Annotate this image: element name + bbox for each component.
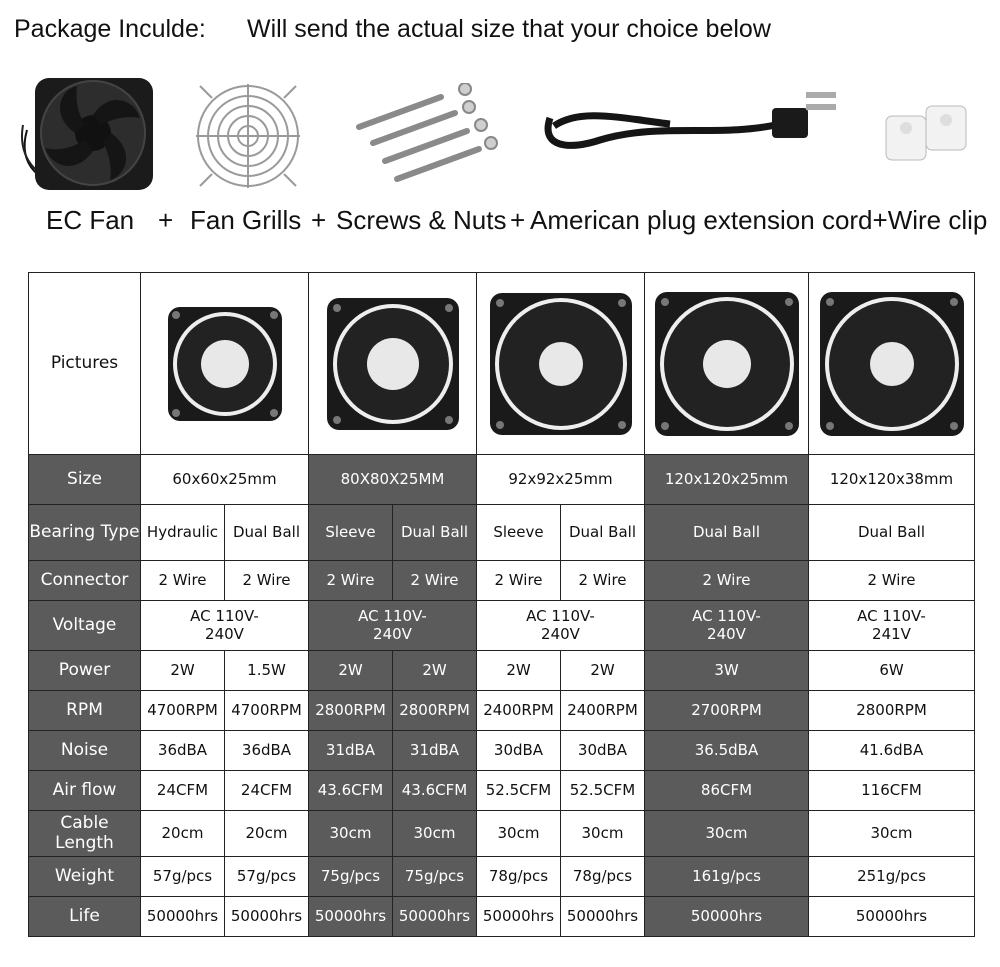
size-cell: 120x120x38mm bbox=[809, 455, 975, 505]
row-label-size: Size bbox=[29, 455, 141, 505]
power-cell: 3W bbox=[645, 651, 809, 691]
cable-cell: 30cm bbox=[561, 811, 645, 857]
fan-icon bbox=[486, 289, 636, 439]
cable-cell: 30cm bbox=[809, 811, 975, 857]
connector-cell: 2 Wire bbox=[393, 561, 477, 601]
row-label-noise: Noise bbox=[29, 731, 141, 771]
cable-cell: 20cm bbox=[141, 811, 225, 857]
weight-cell: 78g/pcs bbox=[477, 857, 561, 897]
size-cell: 120x120x25mm bbox=[645, 455, 809, 505]
row-label-weight: Weight bbox=[29, 857, 141, 897]
fan-grill-icon bbox=[192, 78, 304, 193]
size-cell: 80X80X25MM bbox=[309, 455, 477, 505]
bearing-cell: Dual Ball bbox=[393, 505, 477, 561]
package-item-ec-fan: EC Fan bbox=[46, 205, 135, 235]
weight-cell: 78g/pcs bbox=[561, 857, 645, 897]
fan-120x25mm-image bbox=[645, 273, 809, 455]
fan-60mm-image bbox=[141, 273, 309, 455]
fan-80mm-image bbox=[309, 273, 477, 455]
voltage-cell: AC 110V-240V bbox=[477, 601, 645, 651]
bearing-cell: Dual Ball bbox=[809, 505, 975, 561]
cable-cell: 30cm bbox=[309, 811, 393, 857]
noise-cell: 36dBA bbox=[225, 731, 309, 771]
row-label-connector: Connector bbox=[29, 561, 141, 601]
bearing-cell: Sleeve bbox=[309, 505, 393, 561]
size-cell: 92x92x25mm bbox=[477, 455, 645, 505]
rpm-cell: 4700RPM bbox=[225, 691, 309, 731]
plus-sign: + bbox=[510, 205, 526, 235]
connector-cell: 2 Wire bbox=[141, 561, 225, 601]
life-cell: 50000hrs bbox=[561, 897, 645, 937]
bearing-cell: Dual Ball bbox=[225, 505, 309, 561]
bearing-cell: Hydraulic bbox=[141, 505, 225, 561]
rpm-cell: 2800RPM bbox=[809, 691, 975, 731]
connector-cell: 2 Wire bbox=[309, 561, 393, 601]
power-cell: 6W bbox=[809, 651, 975, 691]
fan-icon bbox=[162, 301, 288, 427]
voltage-cell: AC 110V-240V bbox=[645, 601, 809, 651]
size-note: Will send the actual size that your choice below bbox=[247, 15, 771, 43]
airflow-cell: 52.5CFM bbox=[561, 771, 645, 811]
cable-cell: 30cm bbox=[645, 811, 809, 857]
bearing-cell: Dual Ball bbox=[645, 505, 809, 561]
airflow-cell: 86CFM bbox=[645, 771, 809, 811]
row-label-life: Life bbox=[29, 897, 141, 937]
row-label-bearing: Bearing Type bbox=[29, 505, 141, 561]
airflow-cell: 43.6CFM bbox=[393, 771, 477, 811]
cable-cell: 20cm bbox=[225, 811, 309, 857]
weight-cell: 75g/pcs bbox=[393, 857, 477, 897]
life-cell: 50000hrs bbox=[645, 897, 809, 937]
weight-cell: 251g/pcs bbox=[809, 857, 975, 897]
rpm-cell: 2800RPM bbox=[393, 691, 477, 731]
power-cell: 2W bbox=[393, 651, 477, 691]
rpm-cell: 4700RPM bbox=[141, 691, 225, 731]
fan-92mm-image bbox=[477, 273, 645, 455]
rpm-cell: 2800RPM bbox=[309, 691, 393, 731]
weight-cell: 75g/pcs bbox=[309, 857, 393, 897]
power-cell: 2W bbox=[309, 651, 393, 691]
package-item-fan-grills: Fan Grills bbox=[190, 205, 302, 235]
fan-icon bbox=[15, 70, 160, 195]
airflow-cell: 24CFM bbox=[225, 771, 309, 811]
plus-sign: + bbox=[311, 205, 327, 235]
noise-cell: 36dBA bbox=[141, 731, 225, 771]
voltage-cell: AC 110V-240V bbox=[309, 601, 477, 651]
wire-clip-icon bbox=[880, 92, 975, 172]
row-label-airflow: Air flow bbox=[29, 771, 141, 811]
life-cell: 50000hrs bbox=[309, 897, 393, 937]
voltage-cell: AC 110V-240V bbox=[141, 601, 309, 651]
noise-cell: 31dBA bbox=[393, 731, 477, 771]
cable-cell: 30cm bbox=[477, 811, 561, 857]
life-cell: 50000hrs bbox=[225, 897, 309, 937]
connector-cell: 2 Wire bbox=[477, 561, 561, 601]
noise-cell: 31dBA bbox=[309, 731, 393, 771]
fan-120x38mm-image bbox=[809, 273, 975, 455]
noise-cell: 30dBA bbox=[561, 731, 645, 771]
power-cord-icon bbox=[540, 78, 845, 193]
package-item-power-cord: American plug extension cord+Wire clip bbox=[530, 205, 988, 235]
weight-cell: 57g/pcs bbox=[225, 857, 309, 897]
noise-cell: 36.5dBA bbox=[645, 731, 809, 771]
pictures-label: Pictures bbox=[29, 273, 141, 455]
spec-table bbox=[28, 272, 975, 937]
screws-icon bbox=[345, 83, 505, 193]
voltage-cell: AC 110V-241V bbox=[809, 601, 975, 651]
power-cell: 2W bbox=[141, 651, 225, 691]
row-label-cable-length: Cable Length bbox=[29, 811, 141, 857]
connector-cell: 2 Wire bbox=[225, 561, 309, 601]
fan-icon bbox=[816, 288, 968, 440]
weight-cell: 161g/pcs bbox=[645, 857, 809, 897]
size-cell: 60x60x25mm bbox=[141, 455, 309, 505]
bearing-cell: Sleeve bbox=[477, 505, 561, 561]
rpm-cell: 2400RPM bbox=[561, 691, 645, 731]
rpm-cell: 2700RPM bbox=[645, 691, 809, 731]
airflow-cell: 116CFM bbox=[809, 771, 975, 811]
connector-cell: 2 Wire bbox=[809, 561, 975, 601]
rpm-cell: 2400RPM bbox=[477, 691, 561, 731]
airflow-cell: 52.5CFM bbox=[477, 771, 561, 811]
package-include-label: Package Inculde: bbox=[14, 15, 206, 43]
connector-cell: 2 Wire bbox=[645, 561, 809, 601]
row-label-voltage: Voltage bbox=[29, 601, 141, 651]
cable-cell: 30cm bbox=[393, 811, 477, 857]
airflow-cell: 43.6CFM bbox=[309, 771, 393, 811]
power-cell: 2W bbox=[477, 651, 561, 691]
life-cell: 50000hrs bbox=[141, 897, 225, 937]
life-cell: 50000hrs bbox=[809, 897, 975, 937]
life-cell: 50000hrs bbox=[477, 897, 561, 937]
row-label-power: Power bbox=[29, 651, 141, 691]
power-cell: 2W bbox=[561, 651, 645, 691]
weight-cell: 57g/pcs bbox=[141, 857, 225, 897]
airflow-cell: 24CFM bbox=[141, 771, 225, 811]
package-item-screws-nuts: Screws & Nuts bbox=[336, 205, 507, 235]
noise-cell: 41.6dBA bbox=[809, 731, 975, 771]
power-cell: 1.5W bbox=[225, 651, 309, 691]
connector-cell: 2 Wire bbox=[561, 561, 645, 601]
life-cell: 50000hrs bbox=[393, 897, 477, 937]
row-label-rpm: RPM bbox=[29, 691, 141, 731]
fan-icon bbox=[651, 288, 803, 440]
plus-sign: + bbox=[158, 205, 174, 235]
bearing-cell: Dual Ball bbox=[561, 505, 645, 561]
fan-icon bbox=[323, 294, 463, 434]
noise-cell: 30dBA bbox=[477, 731, 561, 771]
